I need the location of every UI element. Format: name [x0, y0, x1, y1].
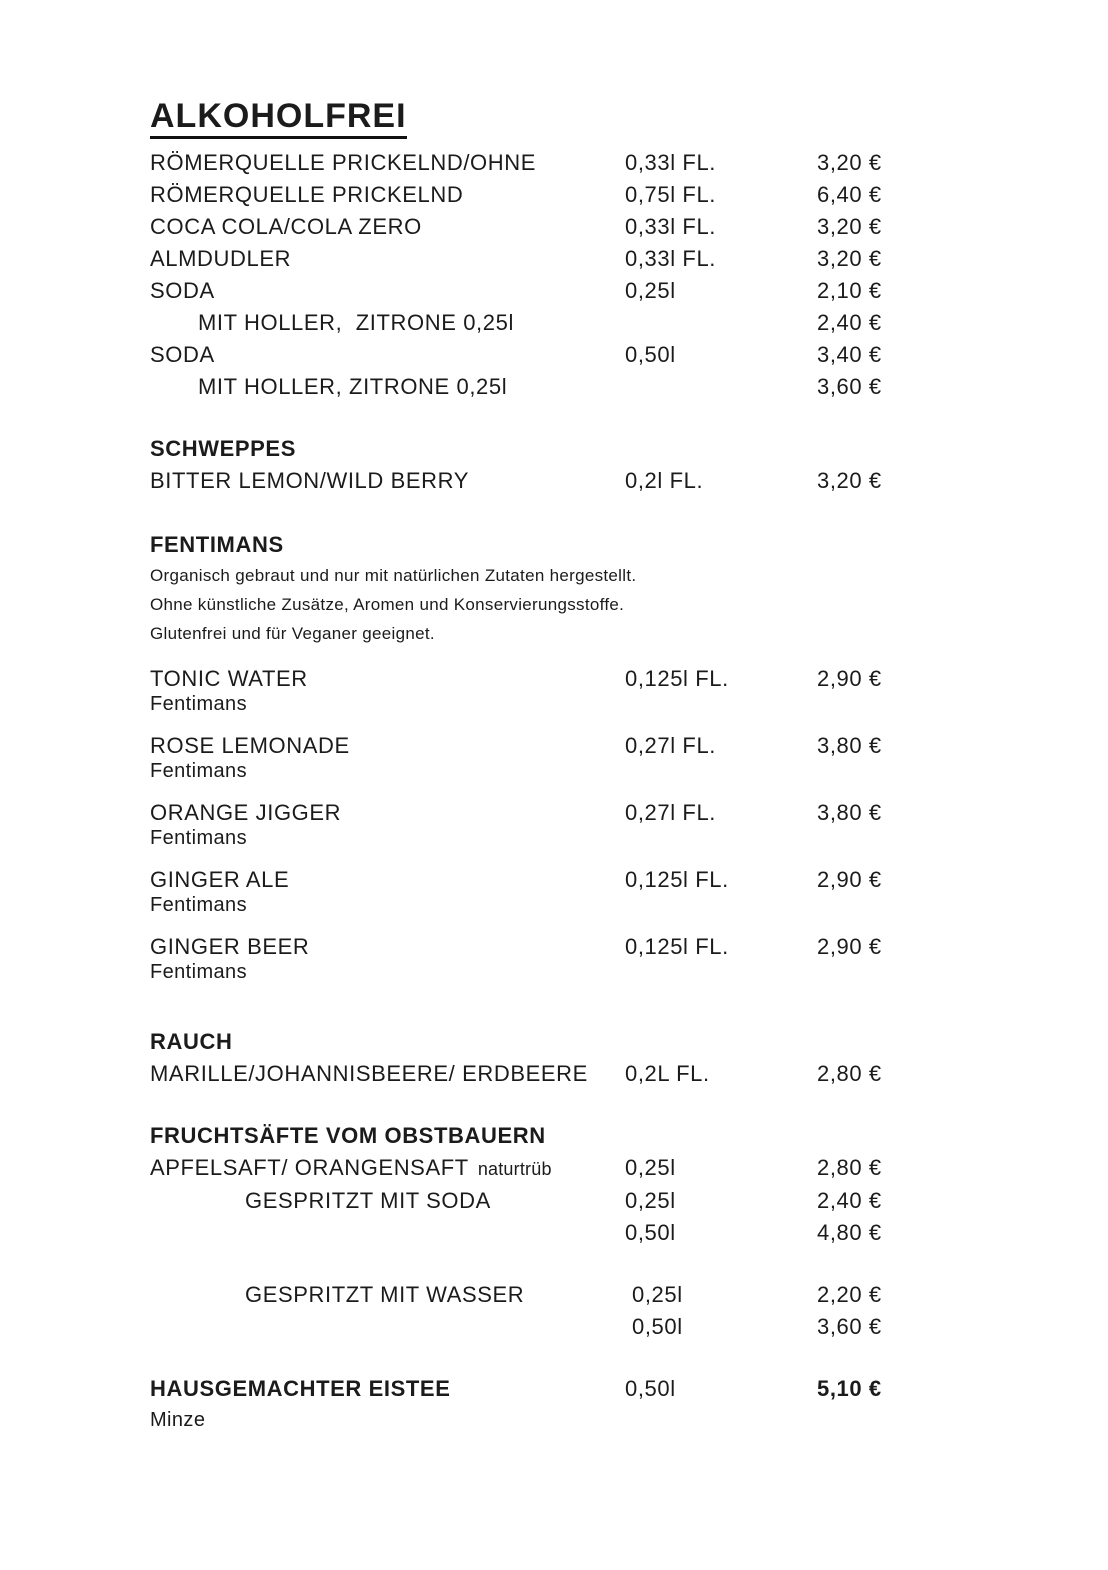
menu-item-row [150, 1373, 1038, 1405]
menu-item-block [150, 800, 1038, 850]
item-price: 2,90 € [817, 666, 882, 691]
item-price: 2,20 € [817, 1282, 882, 1307]
menu-item-row [150, 934, 1038, 960]
item-size: 0,33l FL. [625, 246, 717, 271]
item-size: 0,27l FL. [625, 733, 717, 758]
item-size: 0,50l [632, 1314, 683, 1339]
menu-item-row [150, 1311, 1038, 1343]
item-name: COCA COLA/COLA ZERO [150, 214, 422, 239]
item-subtitle: Minze [150, 1409, 206, 1431]
item-price: 3,60 € [817, 374, 882, 399]
item-size: 0,125l FL. [625, 934, 729, 959]
section-eistee [150, 1373, 1038, 1435]
item-price: 2,80 € [817, 1061, 882, 1086]
item-name-suffix: naturtrüb [477, 1159, 552, 1179]
item-name: MARILLE/JOHANNISBEERE/ ERDBEERE [150, 1061, 588, 1086]
section-header: FRUCHTSÄFTE VOM OBSTBAUERN [150, 1123, 546, 1148]
item-name: GINGER BEER [150, 934, 310, 959]
item-price: 2,40 € [817, 310, 882, 335]
item-size: 0,25l [632, 1282, 683, 1307]
item-name [150, 1152, 625, 1185]
item-price: 5,10 € [817, 1376, 882, 1401]
menu-item-row [150, 1152, 1038, 1185]
menu-item-row [150, 465, 1038, 497]
menu-item-block [150, 733, 1038, 783]
item-size: 0,2L FL. [625, 1061, 710, 1086]
item-subtitle: Fentimans [150, 827, 247, 849]
section-fentimans [150, 529, 1038, 984]
menu-item-row [150, 211, 1038, 243]
item-name: GESPRITZT MIT WASSER [245, 1282, 525, 1307]
item-size: 0,2l FL. [625, 468, 704, 493]
item-price: 2,40 € [817, 1188, 882, 1213]
menu-item-block [150, 867, 1038, 917]
item-price: 3,20 € [817, 214, 882, 239]
menu-item-row [150, 147, 1038, 179]
menu-item-row [150, 1185, 1038, 1217]
section-header: SCHWEPPES [150, 436, 296, 461]
item-name: GESPRITZT MIT SODA [245, 1188, 491, 1213]
item-price: 3,20 € [817, 246, 882, 271]
item-price: 2,90 € [817, 867, 882, 892]
menu-title: ALKOHOLFREI [150, 97, 407, 139]
menu-item-row [150, 800, 1038, 826]
spacer [150, 1343, 1038, 1373]
item-size: 0,27l FL. [625, 800, 717, 825]
spacer [150, 1090, 1038, 1120]
item-size: 0,50l [625, 1220, 676, 1245]
menu-item-block [150, 934, 1038, 984]
item-name: SODA [150, 278, 215, 303]
menu-item-row [150, 179, 1038, 211]
item-name: SODA [150, 342, 215, 367]
menu-item-row [150, 666, 1038, 692]
item-size: 0,33l FL. [625, 214, 717, 239]
section-rauch [150, 1026, 1038, 1090]
menu-item-row [150, 307, 1038, 339]
menu-item-row [150, 339, 1038, 371]
spacer [150, 1001, 1038, 1026]
item-name: TONIC WATER [150, 666, 308, 691]
item-size: 0,50l [625, 342, 676, 367]
item-size: 0,75l FL. [625, 182, 717, 207]
menu-item-row [150, 1217, 1038, 1249]
item-name: ALMDUDLER [150, 246, 292, 271]
menu-item-row [150, 867, 1038, 893]
spacer [150, 497, 1038, 529]
item-subtitle: Fentimans [150, 894, 247, 916]
item-price: 2,80 € [817, 1155, 882, 1180]
section-description-line: Organisch gebraut und nur mit natürlichen Zutaten hergestellt. [150, 566, 637, 585]
section-description-line: Ohne künstliche Zusätze, Aromen und Konservierungsstoffe. [150, 595, 625, 614]
spacer [150, 1249, 1038, 1279]
menu-item-row [150, 733, 1038, 759]
item-name: ROSE LEMONADE [150, 733, 350, 758]
item-name-main: APFELSAFT/ ORANGENSAFT [150, 1155, 469, 1180]
item-price: 2,10 € [817, 278, 882, 303]
item-name: BITTER LEMON/WILD BERRY [150, 468, 469, 493]
section-description-line: Glutenfrei und für Veganer geeignet. [150, 624, 435, 643]
item-name: RÖMERQUELLE PRICKELND/OHNE [150, 150, 537, 175]
item-size: 0,25l [625, 1188, 676, 1213]
item-size: 0,125l FL. [625, 666, 729, 691]
item-price: 3,40 € [817, 342, 882, 367]
menu-item-row [150, 371, 1038, 403]
item-price: 6,40 € [817, 182, 882, 207]
item-name: RÖMERQUELLE PRICKELND [150, 182, 464, 207]
menu-item-block [150, 666, 1038, 716]
item-size: 0,125l FL. [625, 867, 729, 892]
spacer [150, 403, 1038, 433]
section-softdrinks [150, 147, 1038, 403]
item-subtitle: Fentimans [150, 961, 247, 983]
item-name: ORANGE JIGGER [150, 800, 342, 825]
section-header: FENTIMANS [150, 532, 284, 557]
item-name: MIT HOLLER, ZITRONE 0,25l [198, 310, 514, 335]
item-price: 4,80 € [817, 1220, 882, 1245]
item-size: 0,33l FL. [625, 150, 717, 175]
item-name: HAUSGEMACHTER EISTEE [150, 1376, 451, 1401]
section-description [150, 561, 1038, 648]
item-size: 0,25l [625, 278, 676, 303]
item-name: MIT HOLLER, ZITRONE 0,25l [198, 374, 508, 399]
item-price: 3,20 € [817, 468, 882, 493]
menu-item-row [150, 243, 1038, 275]
item-subtitle: Fentimans [150, 760, 247, 782]
item-price: 3,80 € [817, 800, 882, 825]
item-price: 2,90 € [817, 934, 882, 959]
item-price: 3,60 € [817, 1314, 882, 1339]
menu-item-row [150, 275, 1038, 307]
item-subtitle: Fentimans [150, 693, 247, 715]
section-header: RAUCH [150, 1029, 233, 1054]
item-size: 0,25l [625, 1155, 676, 1180]
item-name: GINGER ALE [150, 867, 290, 892]
menu-item-row [150, 1058, 1038, 1090]
item-price: 3,20 € [817, 150, 882, 175]
section-fruchtsaefte [150, 1120, 1038, 1343]
section-schweppes [150, 433, 1038, 497]
menu-item-row [150, 1279, 1038, 1311]
item-price: 3,80 € [817, 733, 882, 758]
item-size: 0,50l [625, 1376, 676, 1401]
